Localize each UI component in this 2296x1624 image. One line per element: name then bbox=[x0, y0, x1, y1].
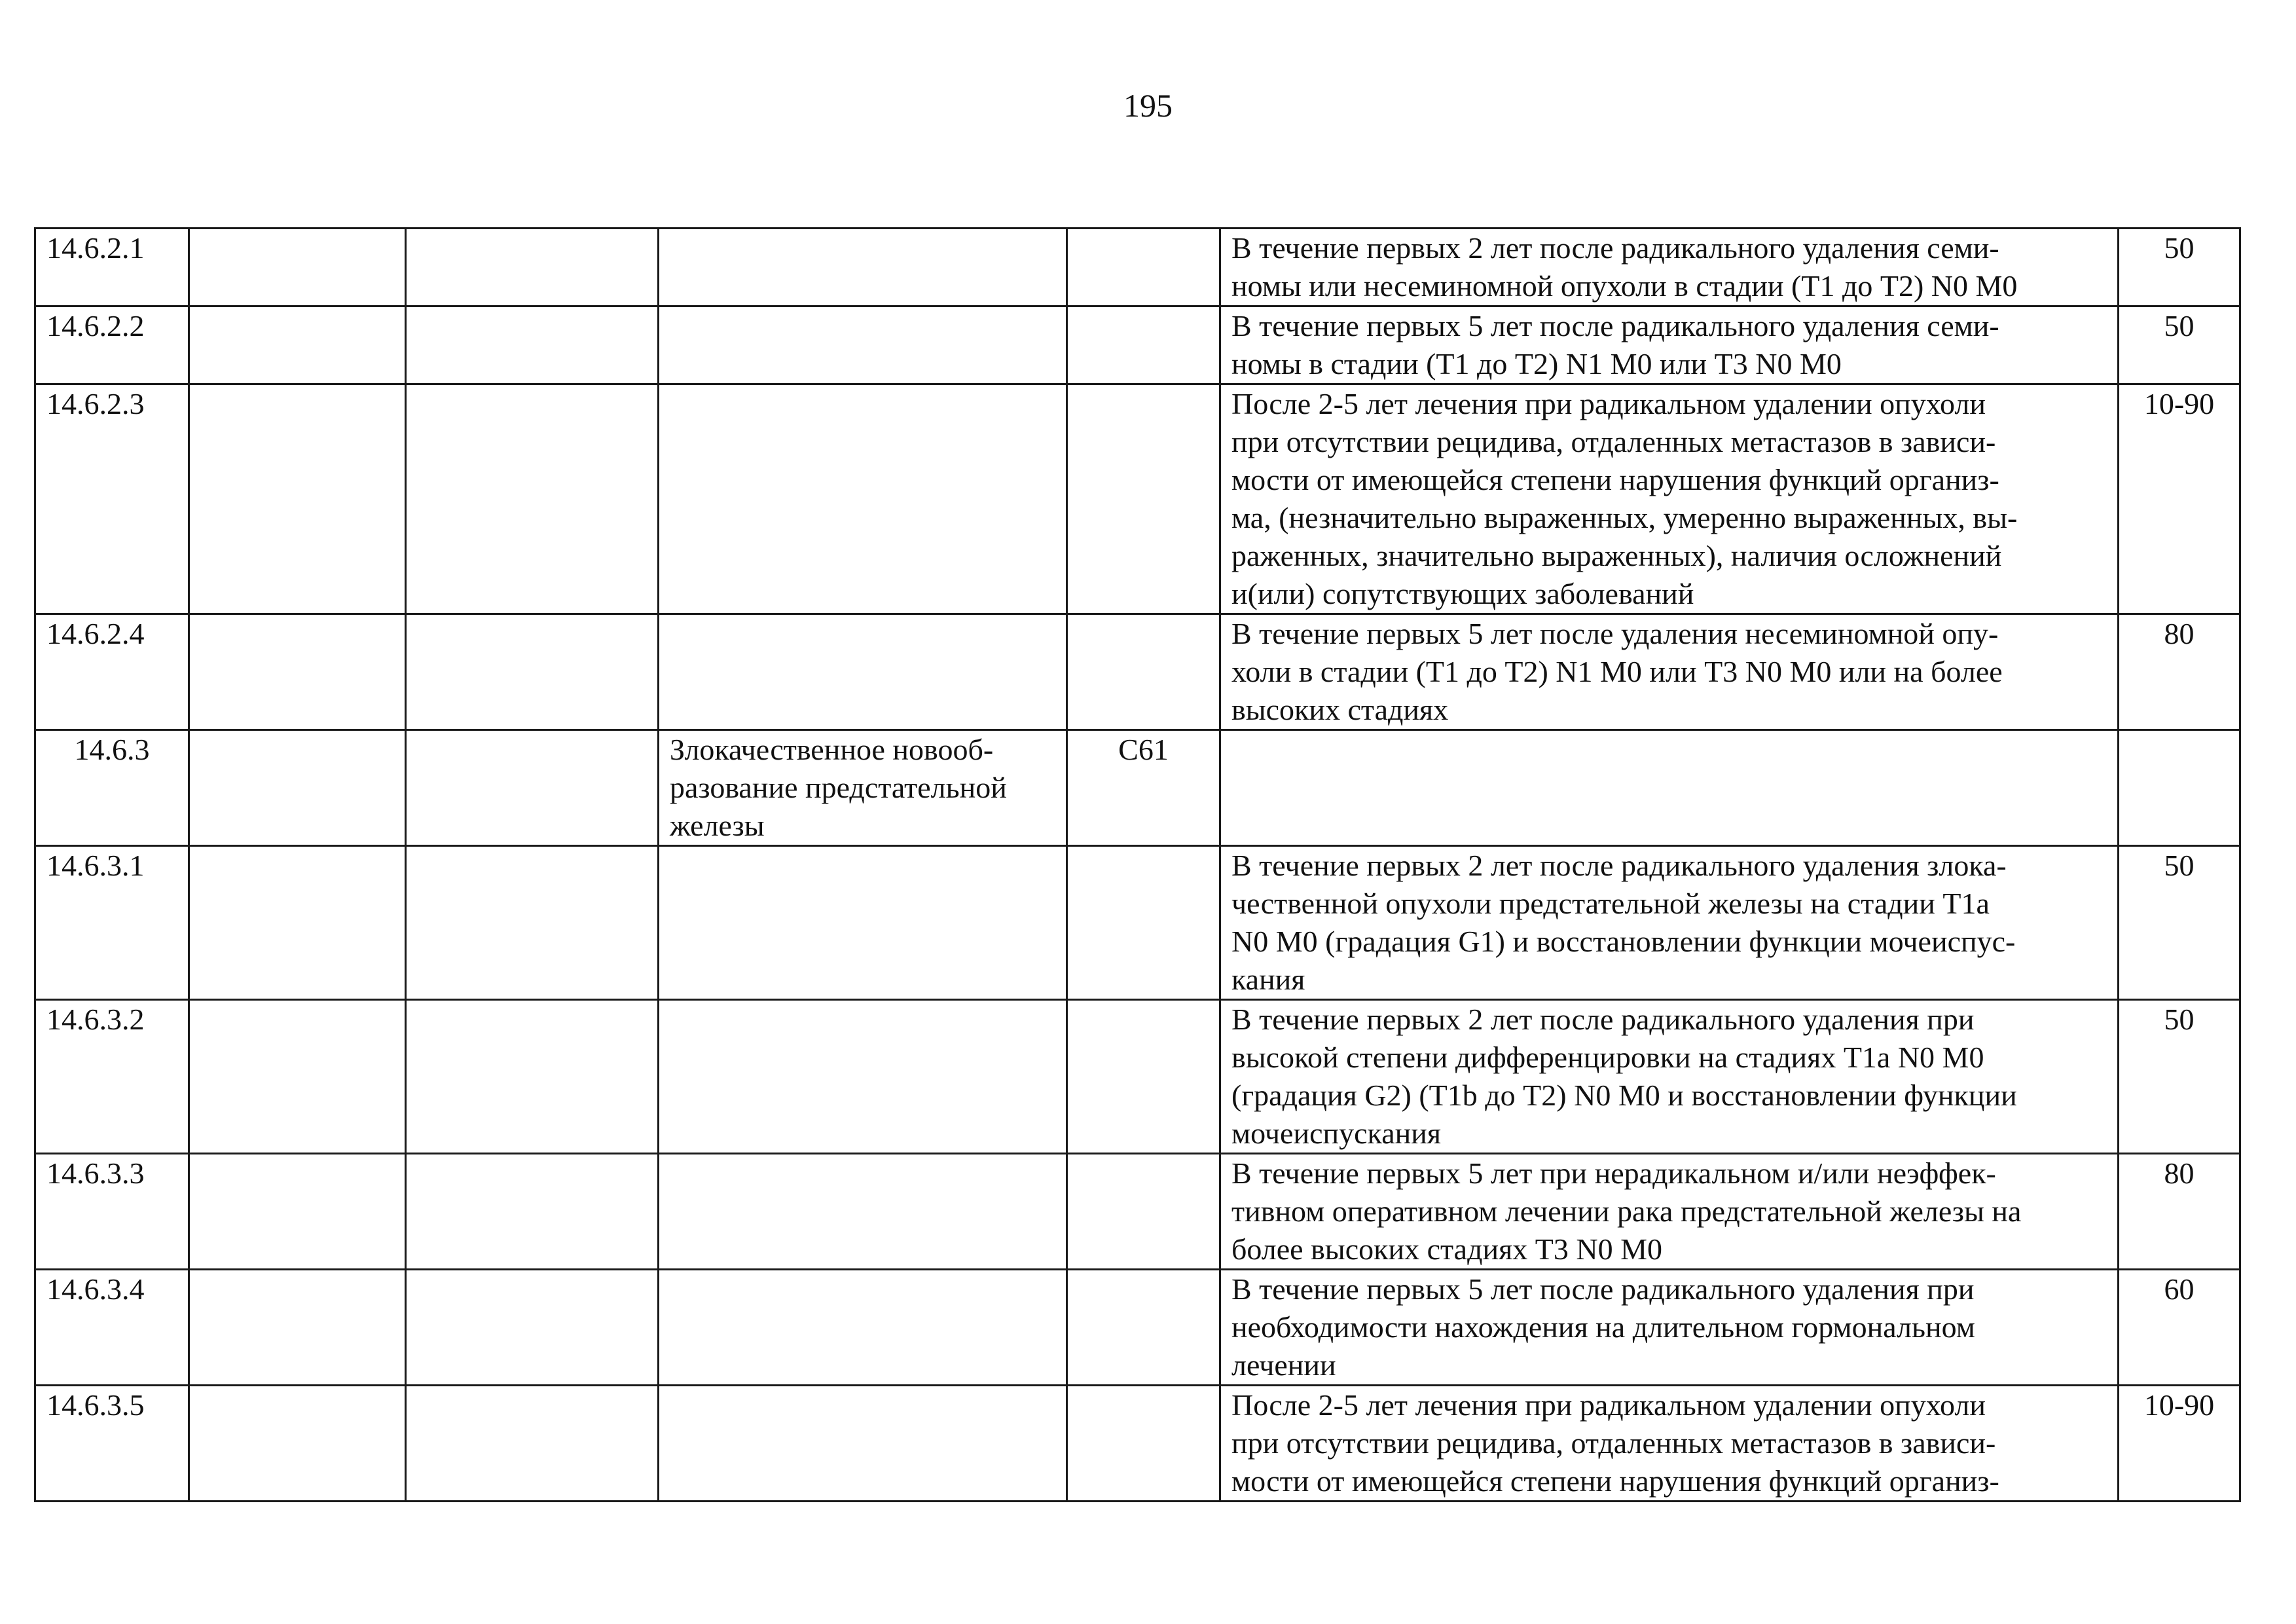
empty-cell bbox=[189, 1154, 406, 1270]
empty-cell bbox=[189, 306, 406, 384]
disability-criteria-table bbox=[34, 227, 2241, 1502]
empty-cell bbox=[406, 1000, 659, 1154]
description-line: N0 М0 (градация G1) и восстановлении функции мочеиспус- bbox=[1231, 925, 2016, 958]
row-code-cell: 14.6.2.1 bbox=[35, 229, 189, 306]
description-line: высоких стадиях bbox=[1231, 693, 1449, 726]
description-line: После 2-5 лет лечения при радикальном удалении опухоли bbox=[1231, 387, 1986, 420]
empty-cell bbox=[189, 1386, 406, 1502]
description-line: при отсутствии рецидива, отдаленных метастазов в зависи- bbox=[1231, 425, 1996, 458]
percent-cell bbox=[2119, 730, 2240, 846]
percent-cell: 80 bbox=[2119, 1154, 2240, 1270]
description-line: мости от имеющейся степени нарушения функций организ- bbox=[1231, 463, 1999, 496]
disease-name-line: железы bbox=[670, 809, 765, 842]
icd-code-cell bbox=[1067, 846, 1220, 1000]
empty-cell bbox=[406, 1154, 659, 1270]
disease-name-cell bbox=[659, 730, 1067, 846]
description-cell bbox=[1220, 306, 2119, 384]
disease-name-cell bbox=[659, 1154, 1067, 1270]
table-row bbox=[35, 306, 2240, 384]
percent-cell: 50 bbox=[2119, 846, 2240, 1000]
description-line: мочеиспускания bbox=[1231, 1116, 1442, 1150]
description-line: В течение первых 5 лет при нерадикальном и/или неэффек- bbox=[1231, 1156, 1996, 1190]
row-code-cell: 14.6.2.4 bbox=[35, 614, 189, 730]
row-code-cell: 14.6.3.5 bbox=[35, 1386, 189, 1502]
description-line: В течение первых 2 лет после радикального удаления при bbox=[1231, 1003, 1975, 1036]
disease-name-cell bbox=[659, 1270, 1067, 1386]
empty-cell bbox=[406, 730, 659, 846]
icd-code-cell bbox=[1067, 384, 1220, 614]
description-line: раженных, значительно выраженных), наличия осложнений bbox=[1231, 539, 2002, 572]
table-row bbox=[35, 384, 2240, 614]
percent-cell: 50 bbox=[2119, 306, 2240, 384]
icd-code-cell bbox=[1067, 1386, 1220, 1502]
page-number: 195 bbox=[1123, 87, 1173, 124]
description-line: номы или несеминомной опухоли в стадии (Т1 до Т2) N0 M0 bbox=[1231, 269, 2018, 303]
percent-cell: 80 bbox=[2119, 614, 2240, 730]
table-row bbox=[35, 229, 2240, 306]
description-line: чественной опухоли предстательной железы на стадии Т1а bbox=[1231, 887, 1990, 920]
table-row bbox=[35, 846, 2240, 1000]
description-line: при отсутствии рецидива, отдаленных метастазов в зависи- bbox=[1231, 1426, 1996, 1460]
icd-code-cell: С61 bbox=[1067, 730, 1220, 846]
disease-name-cell bbox=[659, 1386, 1067, 1502]
icd-code-cell bbox=[1067, 1270, 1220, 1386]
percent-cell: 60 bbox=[2119, 1270, 2240, 1386]
empty-cell bbox=[189, 384, 406, 614]
empty-cell bbox=[406, 846, 659, 1000]
description-line: и(или) сопутствующих заболеваний bbox=[1231, 577, 1694, 610]
description-cell bbox=[1220, 730, 2119, 846]
description-line: (градация G2) (T1b до Т2) N0 М0 и восстановлении функции bbox=[1231, 1079, 2017, 1112]
description-line: В течение первых 5 лет после радикального удаления семи- bbox=[1231, 309, 1999, 342]
icd-code-cell bbox=[1067, 1154, 1220, 1270]
percent-cell: 50 bbox=[2119, 1000, 2240, 1154]
description-line: необходимости нахождения на длительном гормональном bbox=[1231, 1310, 1975, 1344]
description-line: номы в стадии (Т1 до Т2) N1 М0 или Т3 N0 М0 bbox=[1231, 347, 1842, 380]
row-code-cell: 14.6.3.3 bbox=[35, 1154, 189, 1270]
table-row bbox=[35, 1386, 2240, 1502]
empty-cell bbox=[189, 614, 406, 730]
description-cell bbox=[1220, 1154, 2119, 1270]
empty-cell bbox=[189, 1270, 406, 1386]
disease-name-cell bbox=[659, 846, 1067, 1000]
empty-cell bbox=[189, 846, 406, 1000]
description-cell bbox=[1220, 384, 2119, 614]
description-line: холи в стадии (Т1 до Т2) N1 M0 или Т3 N0 M0 или на более bbox=[1231, 655, 2003, 688]
description-line: кания bbox=[1231, 963, 1305, 996]
empty-cell bbox=[189, 229, 406, 306]
table-row bbox=[35, 730, 2240, 846]
description-line: В течение первых 2 лет после радикального удаления злока- bbox=[1231, 849, 2007, 882]
percent-cell: 10-90 bbox=[2119, 384, 2240, 614]
disease-name-line: Злокачественное новооб- bbox=[670, 733, 994, 766]
description-cell bbox=[1220, 1270, 2119, 1386]
row-code-cell: 14.6.2.2 bbox=[35, 306, 189, 384]
disease-name-line: разование предстательной bbox=[670, 771, 1007, 804]
empty-cell bbox=[406, 306, 659, 384]
empty-cell bbox=[406, 384, 659, 614]
description-line: более высоких стадиях Т3 N0 М0 bbox=[1231, 1232, 1662, 1266]
disease-name-cell bbox=[659, 229, 1067, 306]
description-line: В течение первых 2 лет после радикального удаления семи- bbox=[1231, 231, 1999, 265]
description-line: В течение первых 5 лет после удаления несеминомной опу- bbox=[1231, 617, 1999, 650]
description-line: В течение первых 5 лет после радикального удаления при bbox=[1231, 1272, 1975, 1306]
row-code-cell: 14.6.3.1 bbox=[35, 846, 189, 1000]
icd-code-cell bbox=[1067, 229, 1220, 306]
row-code-cell: 14.6.3 bbox=[35, 730, 189, 846]
empty-cell bbox=[406, 229, 659, 306]
table-row bbox=[35, 1154, 2240, 1270]
row-code-cell: 14.6.3.4 bbox=[35, 1270, 189, 1386]
disease-name-cell bbox=[659, 614, 1067, 730]
description-line: После 2-5 лет лечения при радикальном удалении опухоли bbox=[1231, 1388, 1986, 1422]
disease-name-cell bbox=[659, 384, 1067, 614]
icd-code-cell bbox=[1067, 306, 1220, 384]
description-cell bbox=[1220, 229, 2119, 306]
table-body bbox=[35, 229, 2240, 1502]
icd-code-cell bbox=[1067, 1000, 1220, 1154]
row-code-cell: 14.6.3.2 bbox=[35, 1000, 189, 1154]
empty-cell bbox=[406, 1270, 659, 1386]
table-row bbox=[35, 1000, 2240, 1154]
table-row bbox=[35, 614, 2240, 730]
description-line: тивном оперативном лечении рака предстательной железы на bbox=[1231, 1194, 2022, 1228]
empty-cell bbox=[189, 730, 406, 846]
description-cell bbox=[1220, 846, 2119, 1000]
disease-name-cell bbox=[659, 306, 1067, 384]
table-row bbox=[35, 1270, 2240, 1386]
empty-cell bbox=[406, 1386, 659, 1502]
empty-cell bbox=[406, 614, 659, 730]
row-code-cell: 14.6.2.3 bbox=[35, 384, 189, 614]
description-cell bbox=[1220, 614, 2119, 730]
description-cell bbox=[1220, 1000, 2119, 1154]
empty-cell bbox=[189, 1000, 406, 1154]
description-line: лечении bbox=[1231, 1348, 1336, 1382]
description-line: ма, (незначительно выраженных, умеренно выраженных, вы- bbox=[1231, 501, 2018, 534]
percent-cell: 10-90 bbox=[2119, 1386, 2240, 1502]
disease-name-cell bbox=[659, 1000, 1067, 1154]
description-cell bbox=[1220, 1386, 2119, 1502]
icd-code-cell bbox=[1067, 614, 1220, 730]
percent-cell: 50 bbox=[2119, 229, 2240, 306]
description-line: высокой степени дифференцировки на стадиях Т1а N0 М0 bbox=[1231, 1041, 1984, 1074]
description-line: мости от имеющейся степени нарушения функций организ- bbox=[1231, 1464, 1999, 1498]
